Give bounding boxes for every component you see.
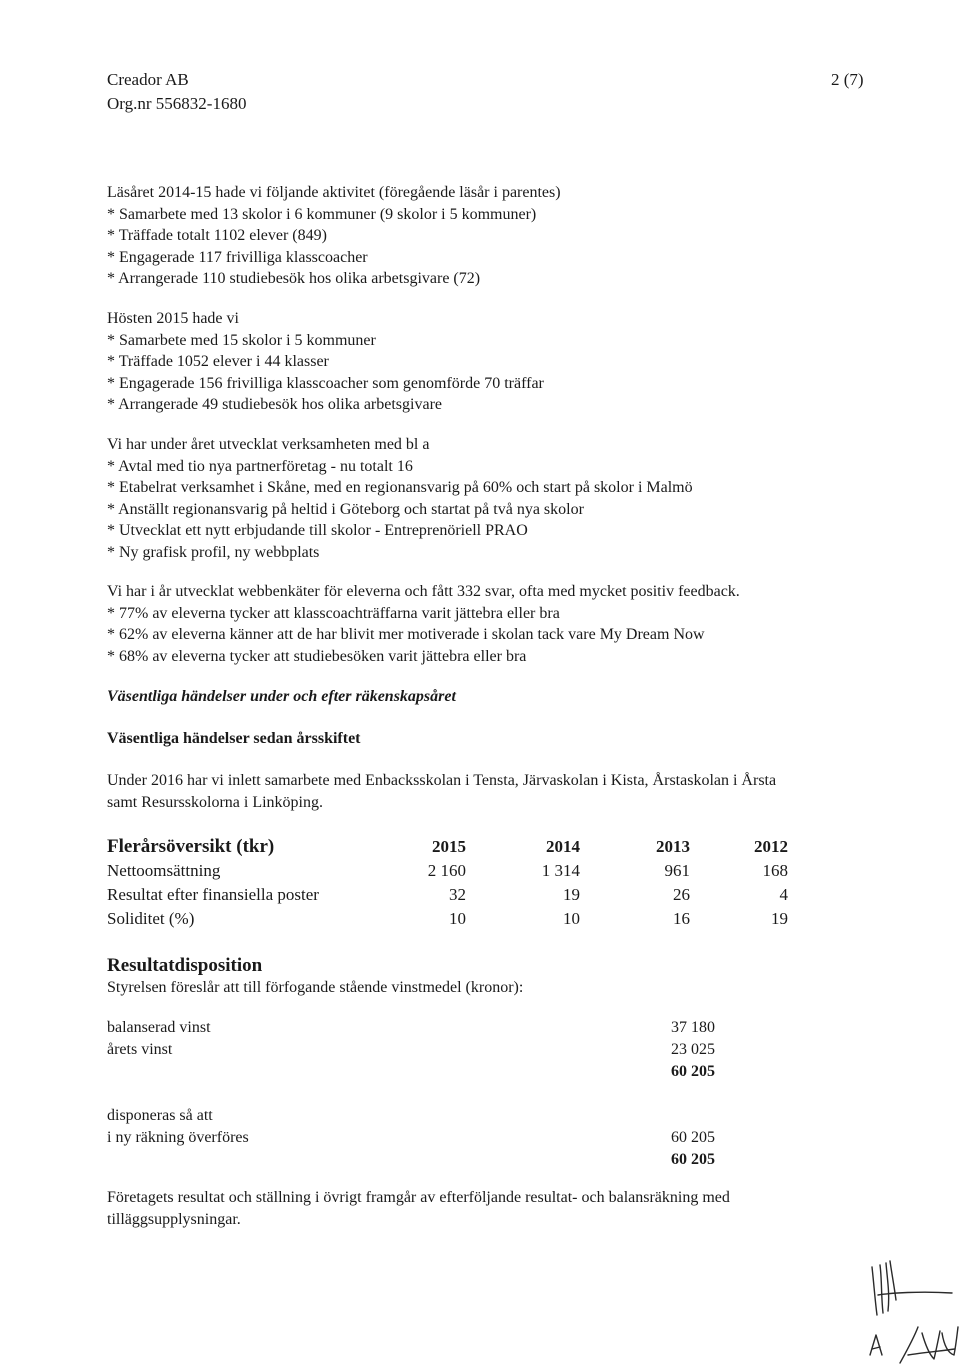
development-list	[107, 434, 693, 564]
company-name: Creador AB	[107, 70, 189, 89]
row-label: Nettoomsättning	[107, 861, 221, 880]
row-value: 37 180	[671, 1019, 715, 1036]
paragraph-line: * Ny grafisk profil, ny webbplats	[107, 543, 320, 561]
paragraph-line: * Anställt regionansvarig på heltid i Göteborg och startat på två nya skolor	[107, 500, 584, 518]
row-label: Soliditet (%)	[107, 909, 195, 928]
cell-value: 4	[779, 885, 788, 904]
survey-results	[107, 581, 740, 667]
table-header-row	[107, 835, 788, 859]
row-label: balanserad vinst	[107, 1019, 211, 1036]
paragraph-line: * Arrangerade 49 studiebesök hos olika arbetsgivare	[107, 396, 443, 414]
paragraph-line: * Engagerade 156 frivilliga klasscoacher som genomförde 70 träffar	[107, 374, 544, 392]
table-row	[107, 859, 788, 883]
row-label: disponeras så att	[107, 1107, 213, 1124]
year-header: 2012	[754, 837, 788, 856]
page-header	[107, 68, 246, 116]
year-header: 2014	[546, 837, 580, 856]
row-value: 60 205	[671, 1129, 715, 1146]
resultatdisposition-table	[107, 1017, 715, 1171]
subtotal-value: 60 205	[671, 1063, 715, 1080]
closing-paragraph	[107, 1187, 730, 1230]
paragraph-line: Läsåret 2014-15 hade vi följande aktivitet (föregående läsår i parentes)	[107, 184, 561, 201]
paragraph-line: * Samarbete med 13 skolor i 6 kommuner (9 skolor i 5 kommuner)	[107, 205, 537, 223]
year-header: 2015	[432, 837, 466, 856]
cell-value: 10	[449, 909, 466, 928]
cell-value: 19	[563, 885, 580, 904]
table-row	[107, 1127, 715, 1149]
table-title: Flerårsöversikt (tkr)	[107, 836, 275, 857]
events-heading: Väsentliga händelser sedan årsskiftet	[107, 730, 361, 747]
paragraph-line: * Arrangerade 110 studiebesök hos olika arbetsgivare (72)	[107, 270, 481, 288]
row-value: 23 025	[671, 1041, 715, 1058]
paragraph-line: Vi har under året utvecklat verksamheten med bl a	[107, 436, 430, 453]
paragraph-line: Vi har i år utvecklat webbenkäter för eleverna och fått 332 svar, ofta med mycket positiv feedback.	[107, 583, 740, 600]
table-row	[107, 1039, 715, 1061]
row-label: årets vinst	[107, 1041, 173, 1058]
row-value	[667, 1083, 715, 1105]
total-value: 60 205	[671, 1151, 715, 1168]
events-paragraph	[107, 770, 776, 813]
paragraph-line: * Utvecklat ett nytt erbjudande till skolor - Entreprenöriell PRAO	[107, 522, 528, 540]
cell-value: 16	[673, 909, 690, 928]
resultatdisposition-intro: Styrelsen föreslår att till förfogande stående vinstmedel (kronor):	[107, 979, 524, 996]
cell-value: 10	[563, 909, 580, 928]
resultatdisposition-heading: Resultatdisposition	[107, 955, 263, 976]
activity-autumn-2015	[107, 308, 544, 416]
cell-value: 168	[762, 861, 788, 880]
paragraph-line: Företagets resultat och ställning i övrigt framgår av efterföljande resultat- och balansräkning med	[107, 1189, 730, 1206]
cell-value: 32	[449, 885, 466, 904]
row-label: i ny räkning överföres	[107, 1129, 249, 1146]
cell-value: 2 160	[427, 861, 466, 880]
paragraph-line: * Etabelrat verksamhet i Skåne, med en regionansvarig på 60% och start på skolor i Malmö	[107, 479, 693, 497]
paragraph-line: * 77% av eleverna tycker att klasscoachträffarna varit jättebra eller bra	[107, 604, 560, 622]
paragraph-line: Hösten 2015 hade vi	[107, 310, 239, 327]
activity-2014-15	[107, 182, 561, 290]
paragraph-line: samt Resursskolorna i Linköping.	[107, 793, 323, 811]
paragraph-line: * 62% av eleverna känner att de har blivit mer motiverade i skolan tack vare My Dream Now	[107, 626, 705, 644]
handwritten-initials-icon	[860, 1255, 960, 1366]
cell-value: 19	[771, 909, 788, 928]
cell-value: 1 314	[541, 861, 580, 880]
events-heading-italic: Väsentliga händelser under och efter räkenskapsåret	[107, 688, 456, 705]
row-label	[107, 1061, 667, 1083]
paragraph-line: * Engagerade 117 frivilliga klasscoacher	[107, 248, 368, 266]
row-label	[107, 1083, 667, 1105]
table-row	[107, 1017, 715, 1039]
multi-year-overview-table	[107, 835, 788, 931]
cell-value: 26	[673, 885, 690, 904]
paragraph-line: * 68% av eleverna tycker att studiebesöken varit jättebra eller bra	[107, 647, 527, 665]
paragraph-line: * Träffade 1052 elever i 44 klasser	[107, 353, 329, 371]
paragraph-line: * Träffade totalt 1102 elever (849)	[107, 227, 327, 245]
table-row	[107, 1083, 715, 1105]
table-row	[107, 1105, 715, 1127]
year-header: 2013	[656, 837, 690, 856]
cell-value: 961	[664, 861, 690, 880]
table-row	[107, 1149, 715, 1171]
row-label	[107, 1149, 667, 1171]
org-number: Org.nr 556832-1680	[107, 94, 247, 113]
paragraph-line: * Samarbete med 15 skolor i 5 kommuner	[107, 331, 376, 349]
table-row	[107, 907, 788, 931]
paragraph-line: tilläggsupplysningar.	[107, 1210, 241, 1228]
row-label: Resultat efter finansiella poster	[107, 885, 319, 904]
table-row	[107, 1061, 715, 1083]
page-number: 2 (7)	[831, 70, 864, 89]
row-value	[667, 1105, 715, 1127]
paragraph-line: * Avtal med tio nya partnerföretag - nu totalt 16	[107, 457, 413, 475]
table-row	[107, 883, 788, 907]
paragraph-line: Under 2016 har vi inlett samarbete med Enbacksskolan i Tensta, Järvaskolan i Kista, Årstaskolan i Årsta	[107, 772, 777, 789]
